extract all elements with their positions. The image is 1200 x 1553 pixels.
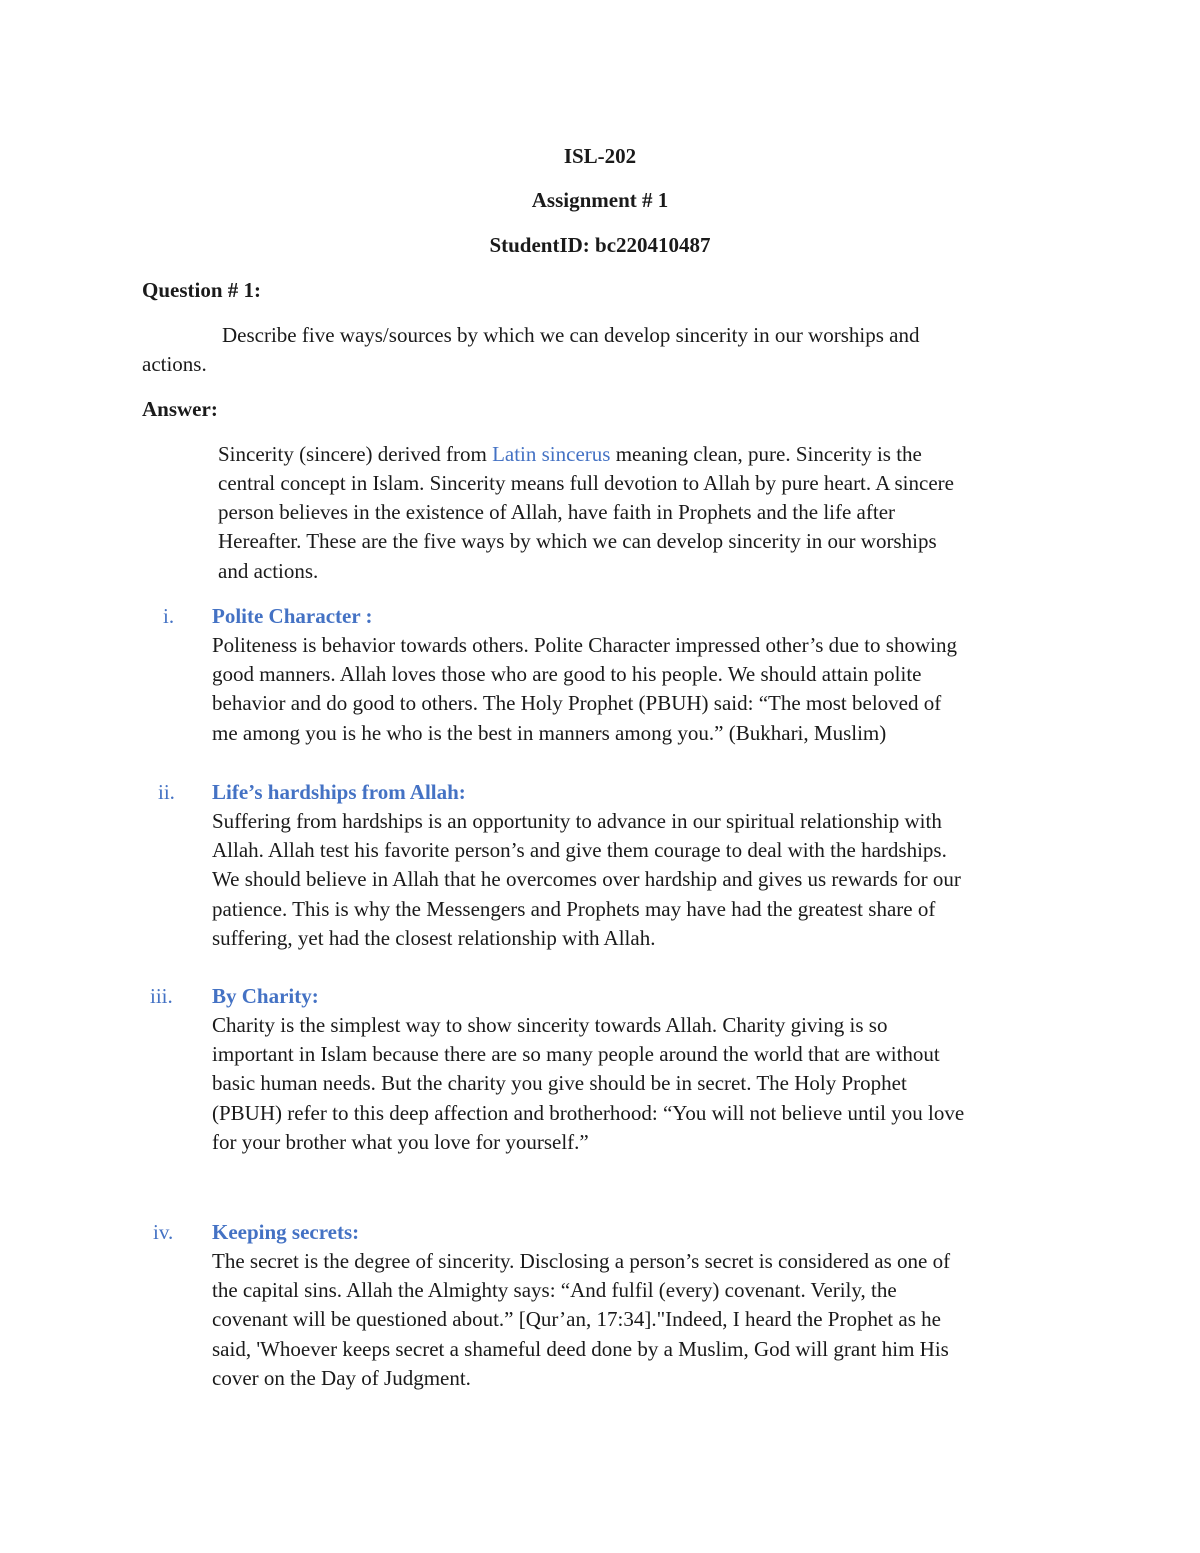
item-body-line: for your brother what you love for yourself.” [212,1129,589,1154]
item-body-line: the capital sins. Allah the Almighty says: “And fulfil (every) covenant. Verily, the [212,1278,897,1303]
item-heading: Keeping secrets: [212,1220,360,1244]
latin-link[interactable]: Latin sincerus [492,442,611,466]
question-label: Question # 1: [142,278,262,302]
item-body-line: Allah. Allah test his favorite person’s and give them courage to deal with the hardships. [212,838,947,863]
intro-line [218,440,922,468]
item-marker: iv. [153,1220,174,1244]
item-body-line: me among you is he who is the best in manners among you.” (Bukhari, Muslim) [212,720,887,745]
question-text: actions. [142,352,207,376]
item-body-line: good manners. Allah loves those who are good to his people. We should attain polite [212,662,922,687]
item-body-line: covenant will be questioned about.” [Qur’an, 17:34]."Indeed, I heard the Prophet as he [212,1307,941,1332]
assignment-title: Assignment # 1 [531,188,669,212]
item-marker: i. [163,604,175,628]
item-marker: ii. [158,780,175,804]
intro-text: meaning clean, pure. Sincerity is the [610,442,922,466]
item-body-line: Charity is the simplest way to show sincerity towards Allah. Charity giving is so [212,1013,888,1037]
intro-line: central concept in Islam. Sincerity means full devotion to Allah by pure heart. A sincere [218,471,954,495]
item-body-line: Politeness is behavior towards others. Polite Character impressed other’s due to showing [212,633,957,657]
item-body-line: (PBUH) refer to this deep affection and brotherhood: “You will not believe until you love [212,1100,965,1125]
item-heading: By Charity: [212,984,319,1008]
item-body-line: basic human needs. But the charity you give should be in secret. The Holy Prophet [212,1071,907,1096]
answer-label: Answer: [142,397,218,421]
item-body-line: suffering, yet had the closest relationship with Allah. [212,925,656,950]
item-body-line: cover on the Day of Judgment. [212,1365,471,1390]
item-body-line: Suffering from hardships is an opportunity to advance in our spiritual relationship with [212,809,942,833]
student-id: StudentID: bc220410487 [489,233,711,257]
item-body-line: The secret is the degree of sincerity. Disclosing a person’s secret is considered as one of [212,1249,951,1273]
intro-line: and actions. [218,558,319,583]
item-body-line: patience. This is why the Messengers and Prophets may have had the greatest share of [212,896,936,921]
intro-line: Hereafter. These are the five ways by which we can develop sincerity in our worships [218,529,937,554]
item-marker: iii. [150,984,173,1008]
intro-line: person believes in the existence of Allah, have faith in Prophets and the life after [218,500,896,525]
item-body-line: We should believe in Allah that he overcomes over hardship and gives us rewards for our [212,867,961,892]
item-body-line: said, 'Whoever keeps secret a shameful deed done by a Muslim, God will grant him His [212,1336,949,1361]
course-code: ISL-202 [563,144,637,168]
item-heading: Life’s hardships from Allah: [212,780,466,804]
intro-text: Sincerity (sincere) derived from [218,442,493,466]
question-text: Describe five ways/sources by which we can develop sincerity in our worships and [222,323,920,347]
item-heading: Polite Character : [212,604,373,628]
item-body-line: behavior and do good to others. The Holy Prophet (PBUH) said: “The most beloved of [212,691,942,716]
item-body-line: important in Islam because there are so many people around the world that are without [212,1042,940,1067]
